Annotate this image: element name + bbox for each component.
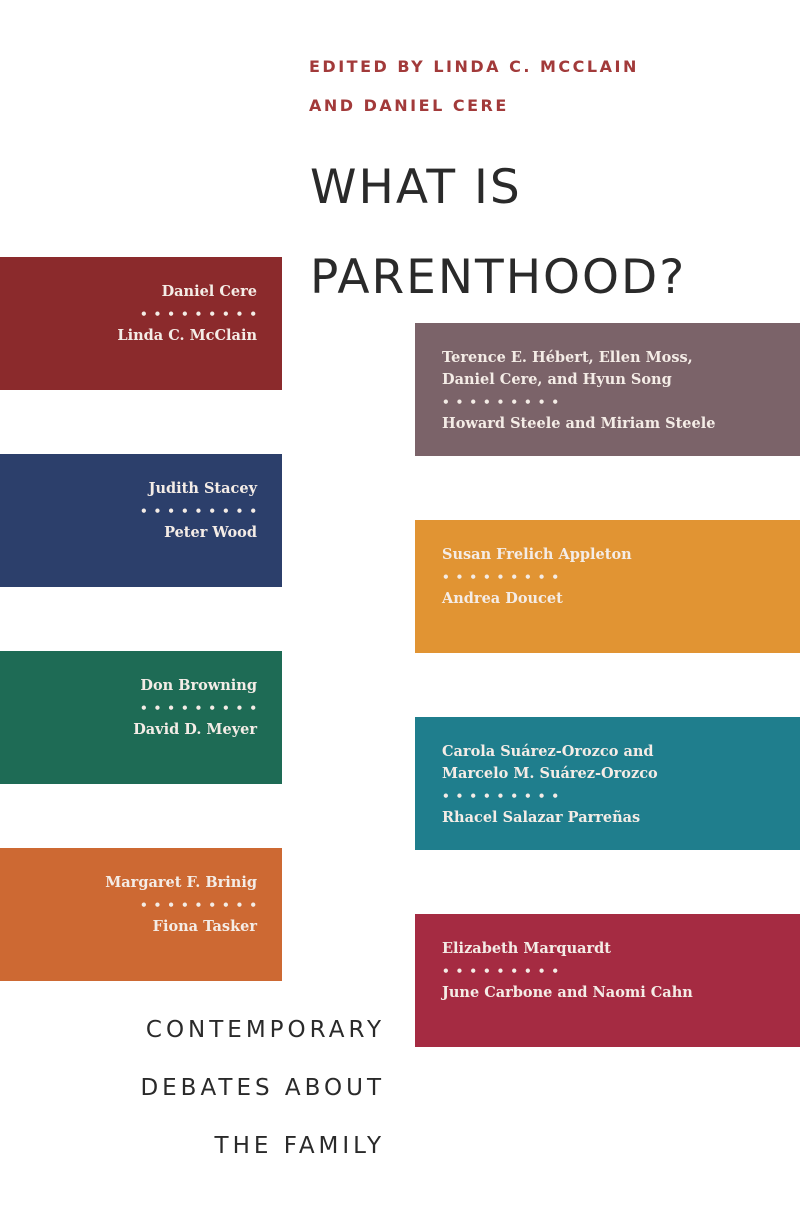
block-bottom-name: Linda C. McClain	[117, 327, 257, 344]
editors-line-1: EDITED BY LINDA C. MCCLAIN	[309, 57, 639, 76]
contributor-block-2	[415, 323, 800, 456]
dot-separator: •••••••••	[442, 395, 566, 409]
contributor-block-3	[0, 454, 282, 587]
block-top-name: Don Browning	[140, 677, 257, 694]
dot-separator: •••••••••	[139, 701, 263, 715]
dot-separator: •••••••••	[442, 570, 566, 584]
block-bottom-name: June Carbone and Naomi Cahn	[442, 984, 693, 1001]
contributor-block-8	[415, 914, 800, 1047]
block-top-name: Daniel Cere	[161, 283, 257, 300]
block-top-name: Margaret F. Brinig	[105, 874, 257, 891]
dot-separator: •••••••••	[139, 898, 263, 912]
block-bottom-name: Howard Steele and Miriam Steele	[442, 415, 716, 432]
block-top-name: Daniel Cere, and Hyun Song	[442, 371, 672, 388]
contributor-block-7	[0, 848, 282, 981]
dot-separator: •••••••••	[139, 307, 263, 321]
block-bottom-name: Andrea Doucet	[442, 590, 563, 607]
title-line-1: WHAT IS	[310, 160, 522, 215]
contributor-block-4	[415, 520, 800, 653]
subtitle-line-3: THE FAMILY	[214, 1133, 385, 1159]
block-bottom-name: David D. Meyer	[133, 721, 257, 738]
contributor-block-1	[0, 257, 282, 390]
title-line-2: PARENTHOOD?	[310, 250, 687, 305]
block-top-name: Terence E. Hébert, Ellen Moss,	[442, 349, 693, 366]
block-bottom-name: Fiona Tasker	[152, 918, 257, 935]
contributor-block-6	[415, 717, 800, 850]
block-top-name: Judith Stacey	[148, 480, 257, 497]
block-top-name: Elizabeth Marquardt	[442, 940, 611, 957]
block-top-name: Marcelo M. Suárez-Orozco	[442, 765, 658, 782]
dot-separator: •••••••••	[442, 964, 566, 978]
dot-separator: •••••••••	[442, 789, 566, 803]
contributor-block-5	[0, 651, 282, 784]
subtitle-line-2: DEBATES ABOUT	[140, 1075, 385, 1101]
block-bottom-name: Rhacel Salazar Parreñas	[442, 809, 641, 826]
subtitle-line-1: CONTEMPORARY	[145, 1017, 385, 1043]
editors-line-2: AND DANIEL CERE	[309, 96, 509, 115]
block-top-name: Susan Frelich Appleton	[442, 546, 632, 563]
dot-separator: •••••••••	[139, 504, 263, 518]
block-top-name: Carola Suárez-Orozco and	[442, 743, 654, 760]
block-bottom-name: Peter Wood	[164, 524, 257, 541]
